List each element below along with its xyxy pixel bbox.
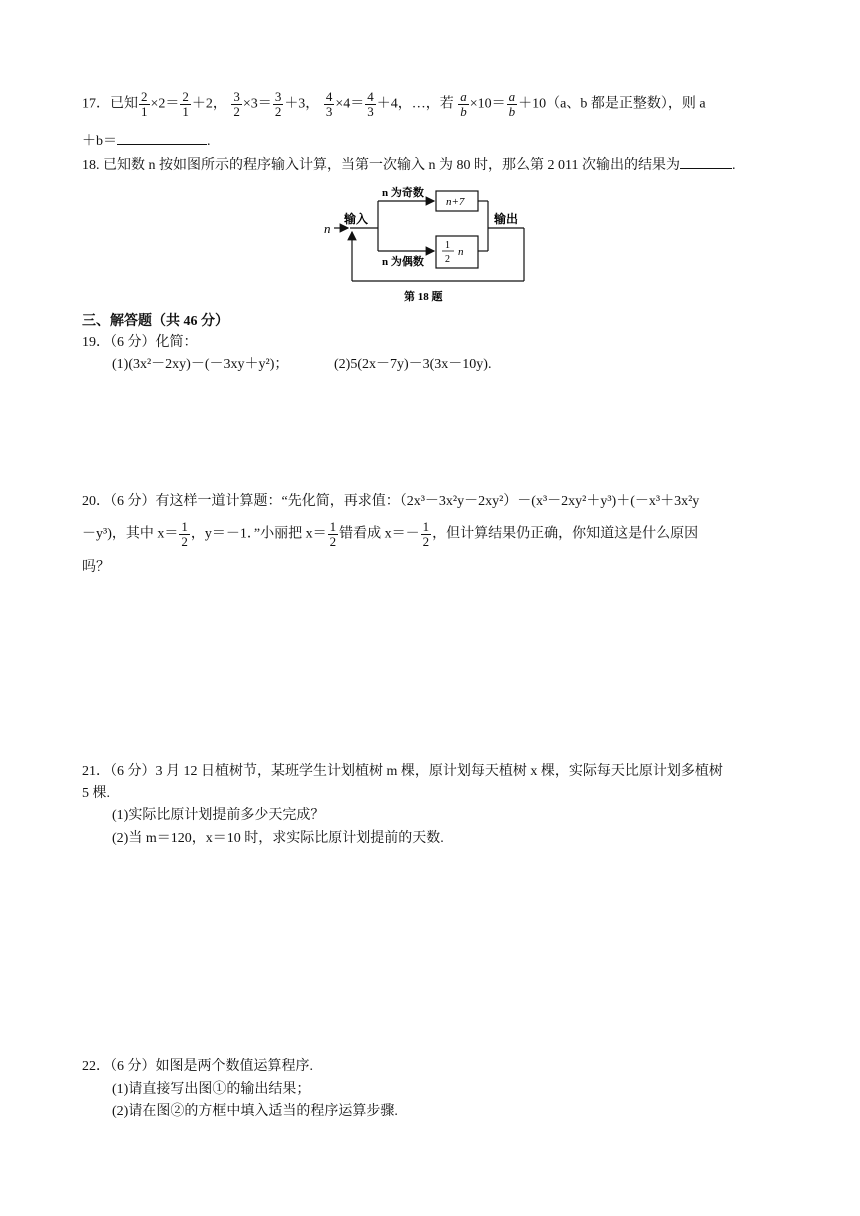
q17-line2 xyxy=(82,130,211,152)
q21-line2: 5 棵. xyxy=(82,786,110,801)
even-label: n 为偶数 xyxy=(382,256,424,268)
q17-text: ＋10（a、b 都是正整数），则 a xyxy=(518,96,706,112)
fraction: $\frac{4}{3}$ xyxy=(367,89,374,119)
q17-intro: 已知 xyxy=(110,96,138,112)
q20-text: 错看成 x＝－ xyxy=(339,526,420,542)
q20-text: ，y＝－1．”小丽把 x＝ xyxy=(190,526,327,542)
q17-text: ＋3， xyxy=(284,96,320,112)
fraction: $\frac{2}{1}$ xyxy=(182,89,189,119)
q20-line1: 20．（6 分）有这样一道计算题：“先化简，再求值：（2x³－3x²y－2xy²）－(x³－2xy²＋y³)＋(－x³＋3x²y xyxy=(82,494,700,509)
fraction: $\frac{2}{1}$ xyxy=(141,89,148,119)
even-frac-den: 2 xyxy=(445,254,450,265)
q19-part2: (2)5(2x－7y)－3(3x－10y). xyxy=(334,357,492,372)
program-flow-diagram xyxy=(320,183,540,308)
q17-text: ×2＝ xyxy=(150,96,180,112)
diagram-caption: 第 18 题 xyxy=(404,291,443,303)
input-label: 输入 xyxy=(344,212,369,226)
q17-text: ×3＝ xyxy=(242,96,272,112)
q17-text: ＋2， xyxy=(191,96,227,112)
q18-text: . xyxy=(731,158,736,173)
q22-head: 22．（6 分）如图是两个数值运算程序. xyxy=(82,1059,313,1074)
input-var: n xyxy=(324,221,331,236)
q19-part1: (1)(3x²－2xy)－(－3xy＋y²)； xyxy=(112,357,289,372)
q19-head: 19．（6 分）化简： xyxy=(82,335,198,350)
even-op-box xyxy=(436,236,478,268)
fraction: $\frac{a}{b}$ xyxy=(508,89,516,119)
q17-text: ×4＝ xyxy=(335,96,365,112)
odd-op: n+7 xyxy=(446,196,465,208)
q17-line1 xyxy=(82,90,706,119)
q17-number: 17． xyxy=(82,96,110,112)
q21-line1: 21．（6 分）3 月 12 日植树节，某班学生计划植树 m 棵，原计划每天植树 x 棵，实际每天比原计划多植树 xyxy=(82,764,723,779)
q21-part2: (2)当 m＝120，x＝10 时，求实际比原计划提前的天数. xyxy=(112,831,444,846)
output-label: 输出 xyxy=(494,212,519,226)
q17-text: ×10＝ xyxy=(469,96,506,112)
section-title: 三、解答题（共 46 分） xyxy=(82,314,229,329)
q20-line2 xyxy=(82,520,698,549)
q17-text: ＋b＝ xyxy=(82,134,117,149)
q21-part1: (1)实际比原计划提前多少天完成？ xyxy=(112,808,325,823)
q20-text: ，但计算结果仍正确，你知道这是什么原因 xyxy=(432,526,699,542)
q20-text: －y³)，其中 x＝ xyxy=(82,526,179,542)
q20-line3: 吗？ xyxy=(82,560,110,575)
even-frac-num: 1 xyxy=(445,240,450,251)
fraction: $\frac{3}{2}$ xyxy=(233,89,240,119)
fraction: $\frac{4}{3}$ xyxy=(325,89,333,119)
answer-blank[interactable] xyxy=(680,154,732,169)
answer-blank[interactable] xyxy=(117,130,207,145)
fraction: $\frac{a}{b}$ xyxy=(460,89,467,119)
q22-part1: (1)请直接写出图①的输出结果； xyxy=(112,1082,311,1097)
fraction: $\frac{1}{2}$ xyxy=(422,519,430,549)
fraction: $\frac{3}{2}$ xyxy=(274,89,282,119)
even-var: n xyxy=(458,246,464,258)
q18-line xyxy=(82,154,735,176)
fraction: $\frac{1}{2}$ xyxy=(329,519,337,549)
fraction: $\frac{1}{2}$ xyxy=(181,519,188,549)
q17-text: ＋4，…，若 xyxy=(376,96,454,112)
q17-text: . xyxy=(207,134,211,149)
odd-label: n 为奇数 xyxy=(382,187,424,199)
q18-text: 18. 已知数 n 按如图所示的程序输入计算，当第一次输入 n 为 80 时，那么第 2 011 次输出的结果为 xyxy=(82,158,680,173)
q22-part2: (2)请在图②的方框中填入适当的程序运算步骤. xyxy=(112,1104,398,1119)
